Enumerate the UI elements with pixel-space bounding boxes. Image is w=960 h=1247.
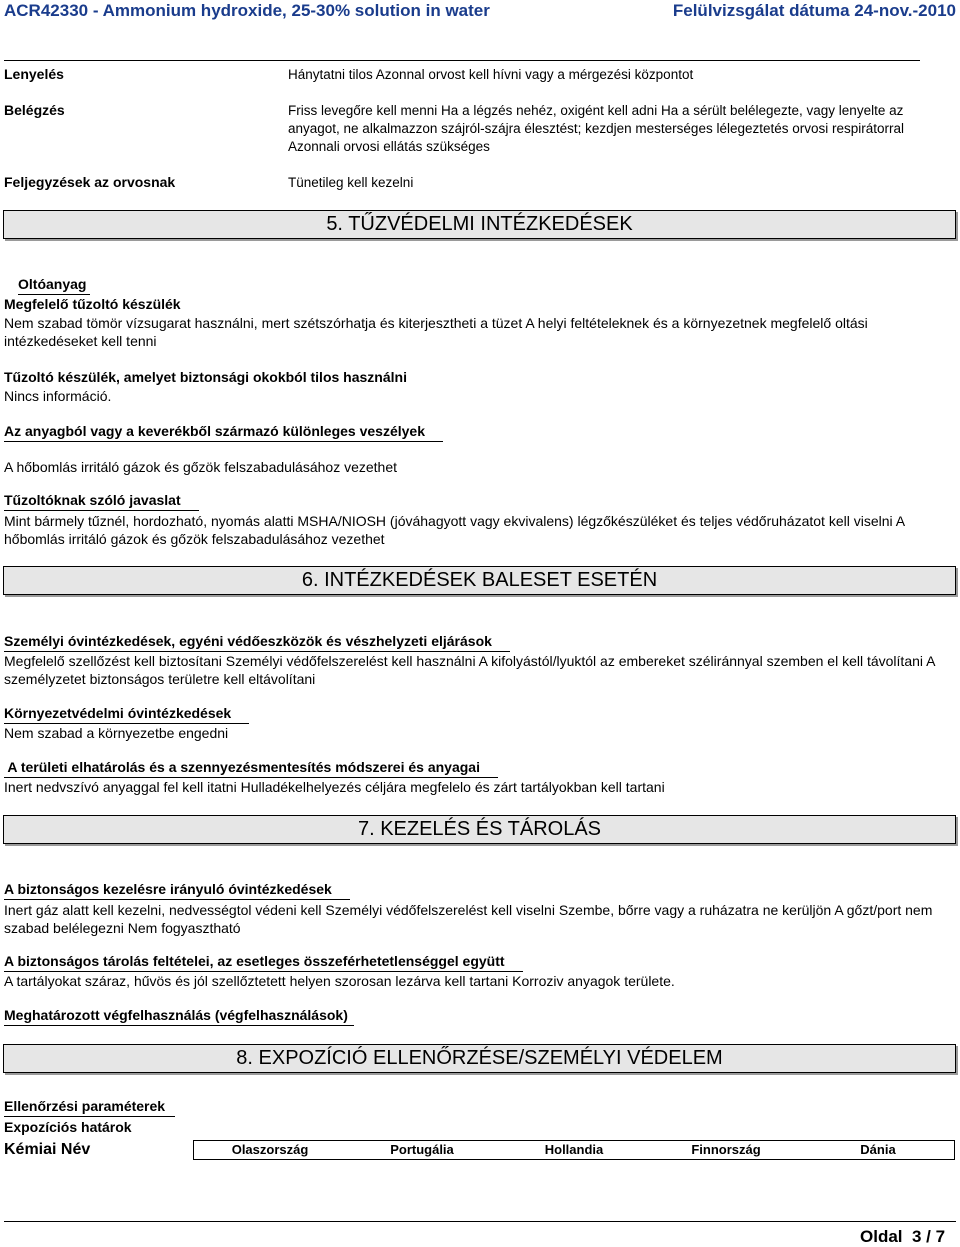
section-5-banner: 5. TŰZVÉDELMI INTÉZKEDÉSEK: [3, 210, 956, 239]
special-hazards-heading: Az anyagból vagy a keverékből származó különleges veszélyek: [4, 423, 443, 442]
country-column-portugal: Portugália: [390, 1142, 454, 1157]
first-aid-text-physician: Tünetileg kell kezelni: [288, 175, 414, 190]
suitable-media-heading: Megfelelő tűzoltó készülék: [4, 296, 181, 312]
unsuitable-media-heading: Tűzoltó készülék, amelyet biztonsági okokból tilos használni: [4, 369, 407, 385]
exposure-limits-heading: Expozíciós határok: [4, 1119, 132, 1135]
personal-precautions-heading: Személyi óvintézkedések, egyéni védőeszközök és vészhelyzeti eljárások: [4, 633, 510, 652]
safe-handling-text: Inert gáz alatt kell kezelni, nedvességtol védeni kell Személyi védőfelszerelést kell viselni Szembe, bőrre vagy a ruházatra ne kerüljön A gőzt/port nem szabad belélegezni Nem fogyasztható: [4, 902, 933, 936]
footer-divider: [4, 1221, 956, 1222]
control-parameters-heading: Ellenőrzési paraméterek: [4, 1098, 175, 1117]
section-6-banner: 6. INTÉZKEDÉSEK BALESET ESETÉN: [3, 566, 956, 595]
document-title: ACR42330 - Ammonium hydroxide, 25-30% solution in water: [4, 1, 490, 20]
header-divider: [4, 60, 920, 61]
exposure-limits-table-header: [193, 1140, 955, 1160]
firefighters-heading: Tűzoltóknak szóló javaslat: [4, 492, 199, 511]
safe-handling-heading: A biztonságos kezelésre irányuló óvintézkedések: [4, 881, 350, 900]
country-column-denmark: Dánia: [860, 1142, 896, 1157]
section-8-banner: 8. EXPOZÍCIÓ ELLENŐRZÉSE/SZEMÉLYI VÉDELEM: [3, 1044, 956, 1073]
extinguishing-media-heading: Oltóanyag: [18, 276, 90, 295]
environmental-text: Nem szabad a környezetbe engedni: [4, 725, 229, 741]
country-column-finland: Finnország: [691, 1142, 761, 1157]
country-column-italy: Olaszország: [231, 1142, 309, 1157]
chemical-name-label: Kémiai Név: [4, 1141, 91, 1158]
firefighters-text: Mint bármely tűznél, hordozható, nyomás alatti MSHA/NIOSH (jóváhagyott vagy ekvivalens) légzőkészüléket és teljes védőruházatot kell viselni A hőbomlás irritáló gázok és gőzök felszabadulásához vezethet: [4, 513, 905, 547]
first-aid-label-inhalation: Belégzés: [4, 102, 65, 118]
section-7-banner: 7. KEZELÉS ÉS TÁROLÁS: [3, 815, 956, 844]
first-aid-text-ingestion: Hánytatni tilos Azonnal orvost kell hívni vagy a mérgezési központot: [288, 67, 694, 82]
first-aid-label-physician: Feljegyzések az orvosnak: [4, 174, 176, 190]
end-use-heading: Meghatározott végfelhasználás (végfelhasználások): [4, 1007, 354, 1026]
unsuitable-media-text: Nincs információ.: [4, 388, 112, 404]
containment-text: Inert nedvszívó anyaggal fel kell itatni Hulladékelhelyezés céljára megfelelo és zárt tartályokban kell tartani: [4, 779, 665, 795]
country-column-netherlands: Hollandia: [544, 1142, 604, 1157]
containment-heading: A területi elhatárolás és a szennyezésmentesítés módszerei és anyagai: [4, 759, 498, 778]
special-hazards-text: A hőbomlás irritáló gázok és gőzök felszabadulásához vezethet: [4, 459, 398, 475]
safe-storage-heading: A biztonságos tárolás feltételei, az esetleges összeférhetetlenséggel együtt: [4, 953, 523, 972]
suitable-media-text: Nem szabad tömör vízsugarat használni, mert szétszórhatja és kiterjesztheti a tüzet A helyi feltételeknek és a környezetnek megfelelő oltási intézkedéseket kell tenni: [4, 315, 868, 349]
revision-date: Felülvizsgálat dátuma 24-nov.-2010: [672, 1, 956, 20]
personal-precautions-text: Megfelelő szellőzést kell biztosítani Személyi védőfelszerelést kell használni A kifolyástól/lyuktól az embereket széliránnyal szemben el kell távolítani A személyzetet biztonságos területre kell eltávolítani: [4, 653, 935, 687]
first-aid-label-ingestion: Lenyelés: [4, 66, 64, 82]
first-aid-text-inhalation: Friss levegőre kell menni Ha a légzés nehéz, oxigént kell adni Ha a sérült belélegezte, vagy lenyelte az anyagot, ne alkalmazzon szájról-szájra élesztést; kezdjen mesterséges lélegeztetés orvosi respirátorral Azonnali orvosi ellátás szükséges: [288, 103, 905, 154]
page-number: Oldal 3 / 7: [860, 1227, 946, 1246]
safe-storage-text: A tartályokat száraz, hűvös és jól szellőztetett helyen szorosan lezárva kell tartani Korroziv anyagok területe.: [4, 973, 675, 989]
environmental-heading: Környezetvédelmi óvintézkedések: [4, 705, 249, 724]
